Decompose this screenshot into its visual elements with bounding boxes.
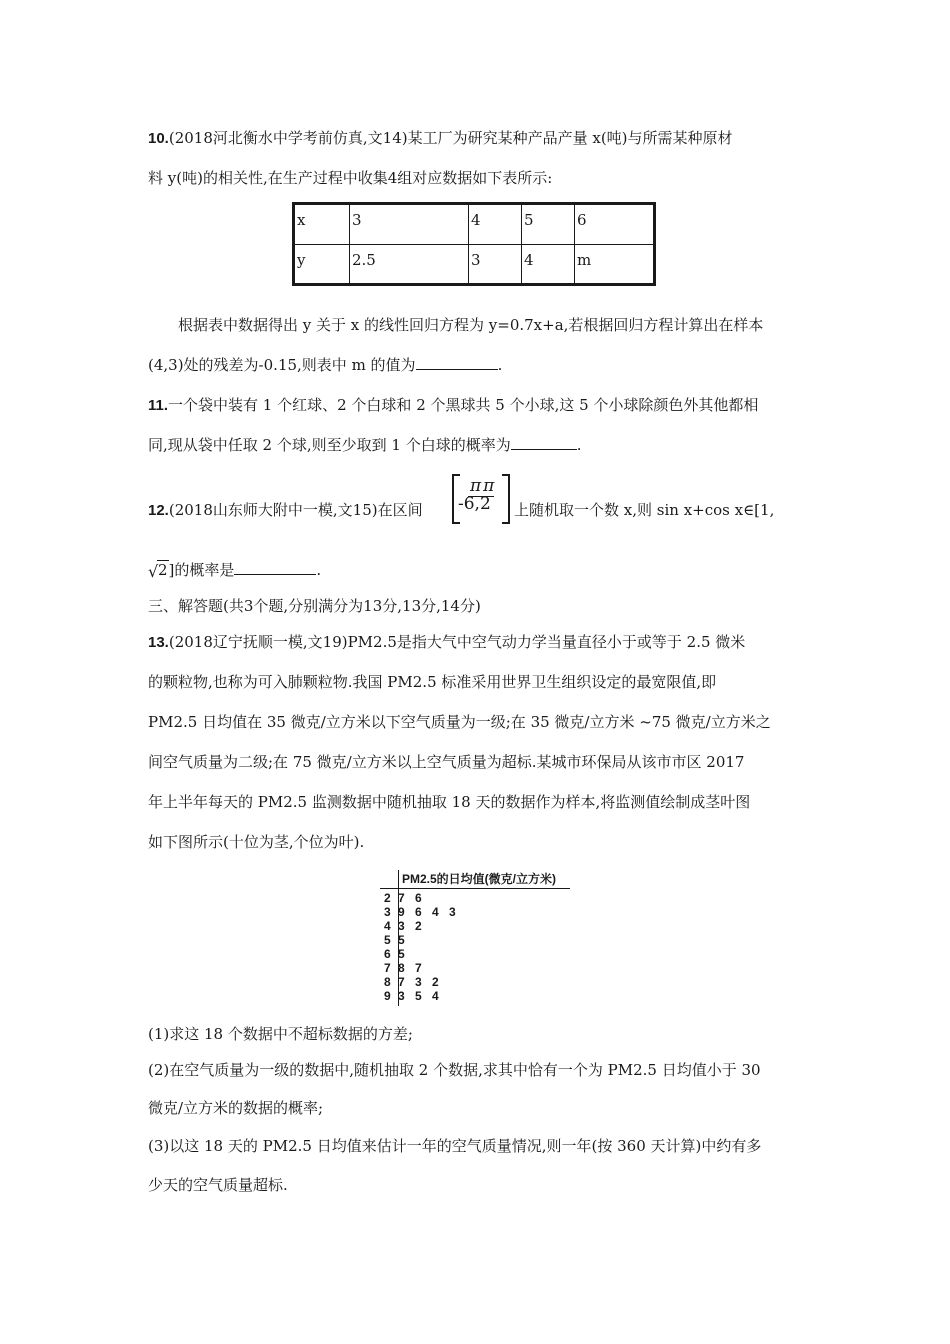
- leaf-value: 5: [398, 933, 405, 947]
- table-cell: 5: [522, 204, 575, 245]
- stem-value: 7: [384, 961, 391, 975]
- q10-text1: (2018河北衡水中学考前仿真,文14)某工厂为研究某种产品产量 x(吨)与所需某种原材: [168, 129, 733, 147]
- table-cell: m: [575, 244, 655, 285]
- q13-part2-cont: 微克/立方米的数据的概率;: [148, 1099, 324, 1117]
- stem-row: [384, 947, 415, 961]
- q11-number: 11.: [148, 397, 169, 414]
- q13-line5: 年上半年每天的 PM2.5 监测数据中随机抽取 18 天的数据作为样本,将监测值绘制成茎叶图: [148, 793, 751, 811]
- leaf-value: 5: [415, 989, 422, 1003]
- q11-line2: [148, 435, 581, 455]
- table-row: [294, 204, 655, 245]
- table-cell: 4: [469, 204, 522, 245]
- q11-text2: 同,现从袋中任取 2 个球,则至少取到 1 个白球的概率为: [148, 436, 511, 454]
- table-cell: 3: [469, 244, 522, 285]
- q13-part2: (2)在空气质量为一级的数据中,随机抽取 2 个数据,求其中恰有一个为 PM2.5 日均值小于 30: [148, 1061, 761, 1079]
- stem-value: 2: [384, 891, 391, 905]
- leaf-value: 3: [398, 989, 405, 1003]
- leaf-value: 8: [398, 961, 405, 975]
- stem-row: [384, 933, 415, 947]
- stem-leaf-title: PM2.5的日均值(微克/立方米): [402, 872, 557, 886]
- stem-value: 8: [384, 975, 391, 989]
- stem-value: 6: [384, 947, 391, 961]
- q10-line1: [148, 128, 733, 149]
- q12-line1-start: [148, 500, 423, 521]
- table-cell: y: [294, 244, 350, 285]
- stem-leaf-plot: [378, 870, 578, 1010]
- leaf-value: 3: [449, 905, 456, 919]
- q12-text2: ]的概率是: [168, 561, 235, 579]
- q10-para2-end: .: [497, 356, 503, 374]
- stem-value: 4: [384, 919, 391, 933]
- table-cell: 4: [522, 244, 575, 285]
- q13-part3-cont: 少天的空气质量超标.: [148, 1176, 288, 1194]
- stem-value: 5: [384, 933, 391, 947]
- leaf-value: 5: [398, 947, 405, 961]
- interval-denominators: -6,2: [458, 494, 491, 514]
- leaf-value: 7: [415, 961, 422, 975]
- sqrt-value: 2: [158, 561, 168, 579]
- leaf-value: 3: [415, 975, 422, 989]
- stem-row: [384, 891, 432, 905]
- stem-row: [384, 905, 466, 919]
- data-table: [292, 202, 656, 286]
- q11-line1: [148, 395, 758, 416]
- q13-line3: PM2.5 日均值在 35 微克/立方米以下空气质量为一级;在 35 微克/立方米 ~75 微克/立方米之: [148, 713, 771, 731]
- table-cell: 2.5: [350, 244, 469, 285]
- q13-line2: 的颗粒物,也称为可入肺颗粒物.我国 PM2.5 标准采用世界卫生组织设定的最宽限值,即: [148, 673, 717, 691]
- leaf-value: 7: [398, 975, 405, 989]
- leaf-value: 6: [415, 891, 422, 905]
- stem-value: 3: [384, 905, 391, 919]
- stem-leaf-header-line: [380, 888, 570, 889]
- q11-text1: 一个袋中装有 1 个红球、2 个白球和 2 个黑球共 5 个小球,这 5 个小球除颜色外其他都相: [168, 396, 759, 414]
- q10-number: 10.: [148, 130, 169, 147]
- interval-bracket: [448, 474, 514, 522]
- q13-part3: (3)以这 18 天的 PM2.5 日均值来估计一年的空气质量情况,则一年(按 360 天计算)中约有多: [148, 1137, 762, 1155]
- stem-row: [384, 961, 432, 975]
- right-bracket: [502, 474, 510, 524]
- leaf-value: 4: [432, 905, 439, 919]
- q10-line2: 料 y(吨)的相关性,在生产过程中收集4组对应数据如下表所示:: [148, 169, 553, 187]
- q12-number: 12.: [148, 502, 169, 519]
- q13-line1: [148, 632, 745, 653]
- q13-text1: (2018辽宁抚顺一模,文19)PM2.5是指大气中空气动力学当量直径小于或等于 2.5 微米: [168, 633, 746, 651]
- leaf-value: 4: [432, 989, 439, 1003]
- q12-text1: (2018山东师大附中一模,文15)在区间: [168, 501, 423, 519]
- table-cell: 3: [350, 204, 469, 245]
- section-heading: 三、解答题(共3个题,分别满分为13分,13分,14分): [148, 597, 481, 615]
- q12-line2: [148, 560, 321, 580]
- stem-row: [384, 919, 432, 933]
- q13-line4: 间空气质量为二级;在 75 微克/立方米以上空气质量为超标.某城市环保局从该市市区 2017: [148, 753, 745, 771]
- q10-para2-text: (4,3)处的残差为-0.15,则表中 m 的值为: [148, 356, 416, 374]
- q12-line1-end: 上随机取一个数 x,则 sin x+cos x∈[1,: [514, 501, 775, 519]
- table-row: [294, 244, 655, 285]
- table-cell: 6: [575, 204, 655, 245]
- leaf-value: 2: [415, 919, 422, 933]
- sqrt-radical-icon: √: [148, 562, 159, 581]
- q11-text2-end: .: [576, 436, 582, 454]
- q10-para2: [148, 355, 502, 375]
- leaf-value: 9: [398, 905, 405, 919]
- interval-numerators: ππ: [470, 476, 497, 496]
- leaf-value: 7: [398, 891, 405, 905]
- stem-row: [384, 989, 449, 1003]
- answer-blank: [511, 435, 577, 450]
- stem-row: [384, 975, 449, 989]
- sqrt-expression: [148, 560, 169, 580]
- q12-text2-end: .: [316, 561, 322, 579]
- q13-number: 13.: [148, 634, 169, 651]
- q13-line6: 如下图所示(十位为茎,个位为叶).: [148, 833, 365, 851]
- q13-part1: (1)求这 18 个数据中不超标数据的方差;: [148, 1025, 413, 1043]
- leaf-value: 6: [415, 905, 422, 919]
- leaf-value: 2: [432, 975, 439, 989]
- stem-value: 9: [384, 989, 391, 1003]
- table-cell: x: [294, 204, 350, 245]
- q10-para1: 根据表中数据得出 y 关于 x 的线性回归方程为 y=0.7x+a,若根据回归方程计算出在样本: [178, 316, 764, 334]
- answer-blank: [416, 355, 498, 370]
- answer-blank: [234, 560, 316, 575]
- leaf-value: 3: [398, 919, 405, 933]
